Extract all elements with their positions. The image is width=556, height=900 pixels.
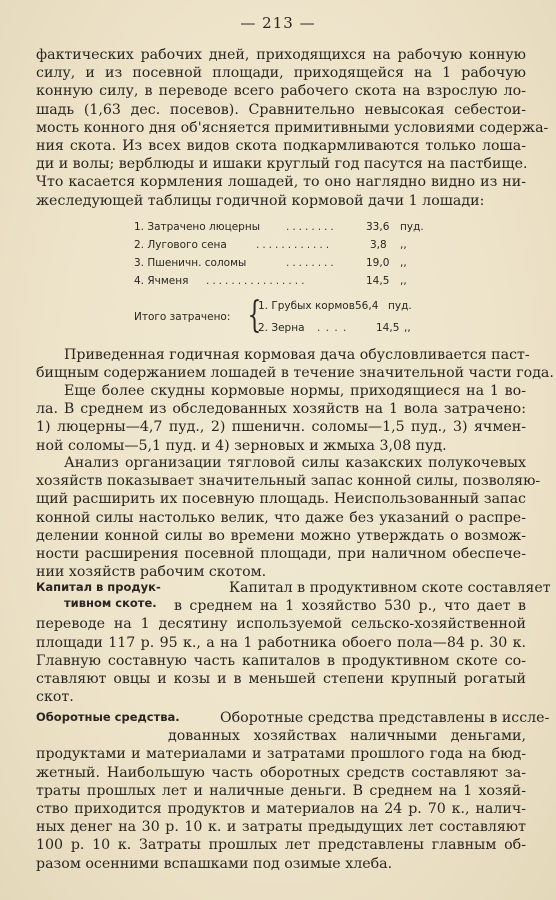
feed-row-lucerne [134, 218, 434, 236]
text-line: ство приходится продуктов и материалов на 24 р. 70 к., налич- [36, 801, 526, 818]
paragraph-working-capital [36, 709, 550, 873]
text-line: 1) люцерны—4,7 пуд., 2) пшеничн. соломы—1,5 пуд., 3) ячмен- [36, 419, 526, 436]
paragraph-draft-power [36, 454, 541, 581]
feed-label: 4. Ячменя [134, 275, 189, 287]
total-unit: пуд. [388, 300, 412, 312]
feed-row-hay [134, 236, 434, 254]
text-line: скот. [36, 689, 74, 706]
text-line: Капитал в продуктивном скоте составляет [229, 580, 551, 596]
text-line: Еще более скудны кормовые нормы, приходящиеся на 1 во- [64, 383, 526, 399]
text-line: шадь (1,63 дес. посевов). Сравнительно невысокая себестои- [36, 101, 526, 118]
text-line: фактических рабочих дней, приходящихся на рабочую конную [36, 47, 526, 63]
feed-unit: ,, [400, 275, 407, 287]
text-line: конную силу, в переводе всего рабочего скота на взрослую ло- [36, 83, 526, 100]
side-heading-working-capital: Оборотные средства. [36, 710, 180, 724]
text-line: ла. В среднем из обследованных хозяйств на 1 вола затрачено: [36, 401, 526, 418]
text-line: ди и волы; верблюды и ишаки круглый год пасутся на пастбище. [36, 156, 528, 173]
text-line: Оборотные средства представлены в иссле- [220, 710, 550, 726]
feed-label: 1. Затрачено люцерны [134, 221, 261, 233]
feed-unit: ,, [400, 239, 407, 251]
text-line: силу, и из посевной площади, приходящейся на 1 рабочую [36, 65, 526, 82]
paragraph-pasture [36, 346, 554, 382]
text-line: делении конной силы во времени можно утверждать о возмож- [36, 527, 526, 544]
text-line: переводе на 1 десятину используемой сельско-хозяйственной [36, 616, 526, 633]
paragraph-capital [36, 579, 551, 706]
dot-leaders: ................ [206, 275, 308, 287]
text-line: Главную составную часть капиталов в продуктивном скоте со- [36, 652, 526, 669]
text-line: нии хозяйств рабочим скотом. [36, 564, 267, 581]
side-heading-line: Капитал в продук- [36, 580, 161, 594]
text-line: ности расширения посевной площади, при наличном обеспече- [36, 546, 526, 563]
dot-leaders: . . . . [317, 322, 348, 334]
text-line: ной соломы—5,1 пуд. и 4) зерновых и жмыха 3,08 пуд. [36, 437, 447, 454]
dot-leaders: ............ [256, 239, 333, 251]
side-heading-line: тивном скоте. [64, 596, 157, 610]
total-value: 14,5 [376, 322, 400, 334]
feed-value: 33,6 [366, 221, 390, 233]
text-line: Анализ организации тягловой силы казакских полукочевых [64, 455, 526, 471]
text-line: Что касается кормления лошадей, то оно наглядно видно из ни- [36, 174, 526, 191]
text-line: 100 р. 10 к. Затраты прошлых лет представлены главным об- [36, 837, 526, 854]
text-line: хозяйств показывает значительный запас конной силы, позволяю- [36, 473, 541, 490]
feed-value: 19,0 [366, 257, 390, 269]
feed-unit: ,, [400, 257, 407, 269]
text-line: площади 117 р. 95 к., а на 1 работника обоего пола—84 р. 30 к. [36, 634, 526, 651]
dot-leaders: ........ [286, 257, 337, 269]
feed-row-barley [134, 272, 434, 290]
feed-value: 3,8 [370, 239, 387, 251]
feed-row-wheat-straw [134, 254, 434, 272]
feed-ration-table [134, 218, 434, 290]
text-line: траты прошлых лет и наличные деньги. В среднем на 1 хозяй- [36, 782, 526, 799]
text-line: бищным содержанием лошадей в течение значительной части года. [36, 365, 554, 382]
text-line: ных денег на 30 р. 10 к. и затраты предыдущих лет составляют [36, 819, 526, 836]
total-row-grain: 2. Зерна [258, 322, 305, 334]
text-line: разом осенними вспашками под озимые хлеба. [36, 855, 393, 872]
text-line: Приведенная годичная кормовая дача обусловливается паст- [64, 347, 530, 363]
text-line: продуктами и материалами и затратами прошлого года на бюд- [36, 746, 526, 763]
page-number: — 213 — [240, 14, 316, 32]
total-unit: ,, [404, 322, 411, 334]
total-label: Итого затрачено: [134, 311, 231, 323]
total-row-roughage: 1. Грубых кормов [258, 300, 355, 312]
text-line: мость конного дня об'ясняется примитивными условиями содержа- [36, 119, 549, 136]
text-line: ния скота. Из всех видов скота подкармливаются только лоша- [36, 138, 526, 155]
text-line: конной силы настолько велик, что даже без указаний о распре- [36, 509, 526, 526]
text-line: ставляют овцы и козы и в меньшей степени крупный рогатый [36, 671, 526, 688]
text-line: в среднем на 1 хозяйство 530 р., что дает в [174, 598, 526, 615]
text-line: дованных хозяйствах наличными деньгами, [168, 728, 526, 745]
text-line: жетный. Наибольшую часть оборотных средств составляют за- [36, 764, 526, 781]
feed-unit: пуд. [400, 221, 424, 233]
text-line: жеследующей таблицы годичной кормовой дачи 1 лошади: [36, 192, 485, 209]
total-value: 56,4 [355, 300, 379, 312]
feed-label: 2. Лугового сена [134, 239, 227, 251]
brace-glyph: { [247, 295, 262, 336]
feed-total-block [134, 297, 434, 337]
dot-leaders: ........ [286, 221, 337, 233]
text-line: щий расширить их посевную площадь. Неиспользованный запас [36, 491, 526, 508]
paragraph-oxen-feed [36, 382, 526, 455]
paragraph-horse-workdays [36, 46, 549, 210]
feed-value: 14,5 [366, 275, 390, 287]
feed-label: 3. Пшеничн. соломы [134, 257, 247, 269]
